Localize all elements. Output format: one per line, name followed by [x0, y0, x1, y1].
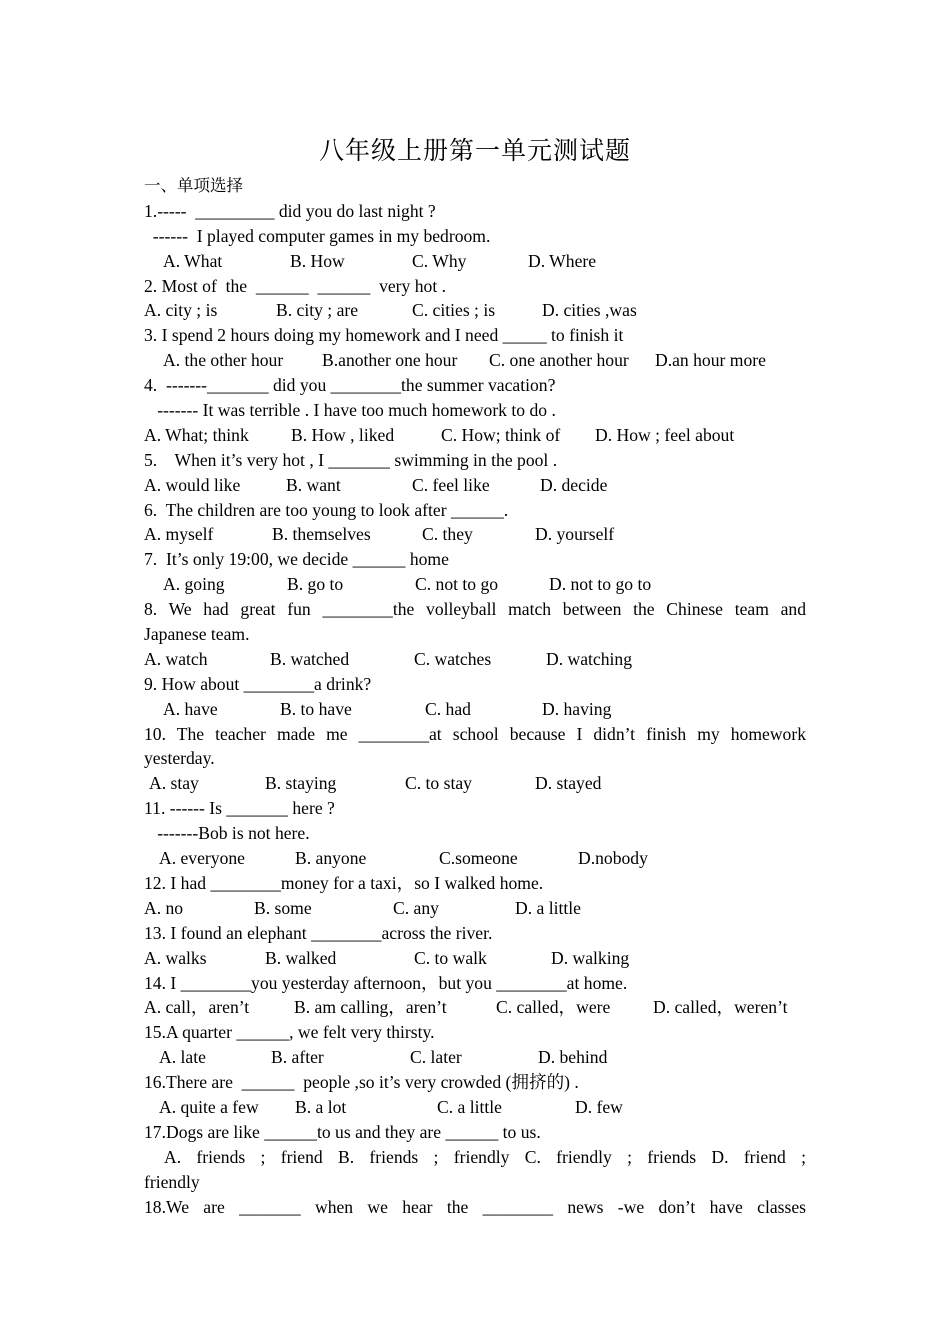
q15-option-b: B. after — [271, 1047, 324, 1068]
q9-option-b: B. to have — [280, 698, 352, 719]
q10-stem: 10. The teacher made me ________at school because I didn’t finish my homework — [144, 723, 806, 744]
q12-option-c: C. any — [393, 897, 439, 918]
q16-option-c: C. a little — [437, 1096, 502, 1117]
q9-options — [144, 697, 806, 722]
q7-option-c: C. not to go — [415, 574, 499, 595]
q7-option-a: A. going — [163, 574, 225, 595]
q14-stem: 14. I ________you yesterday afternoon，but you ________at home. — [144, 972, 628, 993]
q4-option-c: C. How; think of — [441, 424, 561, 445]
q10-option-d: D. stayed — [535, 773, 602, 794]
q3-stem: 3. I spend 2 hours doing my homework and I need _____ to finish it — [144, 325, 624, 346]
q1-option-c: C. Why — [412, 250, 467, 271]
q16-option-d: D. few — [575, 1096, 623, 1117]
q11-option-c: C.someone — [439, 848, 518, 869]
q6-options — [144, 522, 806, 547]
q6-option-a: A. myself — [144, 524, 214, 545]
q2-options — [144, 298, 806, 323]
q13-option-d: D. walking — [551, 947, 630, 968]
q5-stem: 5. When it’s very hot , I _______ swimming in the pool . — [144, 449, 558, 470]
q14-option-d: D. called，weren’t — [653, 997, 788, 1018]
q11-option-b: B. anyone — [295, 848, 367, 869]
q1-options — [144, 249, 806, 274]
q10-option-b: B. staying — [265, 773, 337, 794]
q5-option-c: C. feel like — [412, 474, 490, 495]
q5-option-b: B. want — [286, 474, 341, 495]
q12-option-a: A. no — [144, 897, 184, 918]
q1-option-a: A. What — [163, 250, 223, 271]
q5-options — [144, 473, 806, 498]
q4-option-b: B. How , liked — [291, 424, 395, 445]
q7-options — [144, 572, 806, 597]
q4-stem: 4. -------_______ did you ________the summer vacation? — [144, 375, 556, 396]
q11-options — [144, 846, 806, 871]
q7-option-d: D. not to go to — [549, 574, 652, 595]
q13-option-b: B. walked — [265, 947, 337, 968]
q15-option-c: C. later — [410, 1047, 462, 1068]
q6-stem: 6. The children are too young to look after ______. — [144, 499, 509, 520]
q15-option-d: D. behind — [538, 1047, 608, 1068]
q3-option-a: A. the other hour — [163, 350, 284, 371]
q1-option-d: D. Where — [528, 250, 597, 271]
q14-option-c: C. called，were — [496, 997, 611, 1018]
q13-options — [144, 946, 806, 971]
q9-stem: 9. How about ________a drink? — [144, 673, 372, 694]
q8-options — [144, 647, 806, 672]
q9-option-a: A. have — [163, 698, 218, 719]
q4-option-a: A. What; think — [144, 424, 249, 445]
q14-option-b: B. am calling，aren’t — [294, 997, 447, 1018]
q17-stem: 17.Dogs are like ______to us and they are ______ to us. — [144, 1121, 541, 1142]
q2-stem: 2. Most of the ______ ______ very hot . — [144, 275, 447, 296]
q8-option-d: D. watching — [546, 648, 632, 669]
q17-options: A. friends ; friend B. friends ; friendly C. friendly ; friends D. friend ; — [164, 1146, 806, 1167]
q14-option-a: A. call，aren’t — [144, 997, 250, 1018]
question-list — [144, 174, 806, 1219]
q1-reply: ------ I played computer games in my bedroom. — [144, 225, 491, 246]
q15-stem: 15.A quarter ______, we felt very thirsty. — [144, 1022, 435, 1043]
q9-option-d: D. having — [542, 698, 612, 719]
q3-option-c: C. one another hour — [489, 350, 629, 371]
q8-option-c: C. watches — [414, 648, 492, 669]
q6-option-c: C. they — [422, 524, 473, 545]
q2-option-d: D. cities ,was — [542, 300, 637, 321]
q8-option-b: B. watched — [270, 648, 350, 669]
q3-option-d: D.an hour more — [655, 350, 766, 371]
q17-options-continued: friendly — [144, 1171, 200, 1192]
q10-options — [144, 771, 806, 796]
q1-option-b: B. How — [290, 250, 345, 271]
q5-option-d: D. decide — [540, 474, 608, 495]
q4-reply: ------- It was terrible . I have too much homework to do . — [144, 400, 556, 421]
q8-option-a: A. watch — [144, 648, 208, 669]
q12-options — [144, 896, 806, 921]
q8-stem-continued: Japanese team. — [144, 624, 250, 645]
q16-option-a: A. quite a few — [159, 1096, 259, 1117]
q4-option-d: D. How ; feel about — [595, 424, 735, 445]
q6-option-d: D. yourself — [535, 524, 615, 545]
q14-options — [144, 995, 806, 1020]
q1-stem: 1.----- _________ did you do last night ? — [144, 200, 436, 221]
q11-stem: 11. ------ Is _______ here ? — [144, 798, 335, 819]
q11-reply: -------Bob is not here. — [144, 823, 310, 844]
q10-option-a: A. stay — [149, 773, 199, 794]
q13-stem: 13. I found an elephant ________across the river. — [144, 922, 493, 943]
section-heading: 一、单项选择 — [144, 176, 243, 195]
q15-options — [144, 1045, 806, 1070]
q7-stem: 7. It’s only 19:00, we decide ______ home — [144, 549, 449, 570]
q9-option-c: C. had — [425, 698, 471, 719]
q16-stem: 16.There are ______ people ,so it’s very crowded (拥挤的) . — [144, 1072, 579, 1093]
q16-options — [144, 1095, 806, 1120]
q5-option-a: A. would like — [144, 474, 241, 495]
page-title: 八年级上册第一单元测试题 — [318, 136, 631, 165]
q12-option-b: B. some — [254, 897, 312, 918]
q15-option-a: A. late — [159, 1047, 206, 1068]
q16-option-b: B. a lot — [295, 1096, 347, 1117]
q18-stem: 18.We are _______ when we hear the ________ news -we don’t have classes — [144, 1196, 806, 1217]
q12-option-d: D. a little — [515, 897, 581, 918]
q2-option-c: C. cities ; is — [412, 300, 496, 321]
q11-option-d: D.nobody — [578, 848, 648, 869]
q3-option-b: B.another one hour — [322, 350, 458, 371]
q7-option-b: B. go to — [287, 574, 344, 595]
q6-option-b: B. themselves — [272, 524, 371, 545]
q3-options — [144, 348, 806, 373]
q11-option-a: A. everyone — [159, 848, 245, 869]
q10-stem-continued: yesterday. — [144, 748, 215, 769]
q10-option-c: C. to stay — [405, 773, 472, 794]
q4-options — [144, 423, 806, 448]
q12-stem: 12. I had ________money for a taxi，so I walked home. — [144, 872, 544, 893]
q2-option-a: A. city ; is — [144, 300, 218, 321]
q13-option-c: C. to walk — [414, 947, 487, 968]
q2-option-b: B. city ; are — [276, 300, 359, 321]
q8-stem: 8. We had great fun ________the volleyball match between the Chinese team and — [144, 599, 806, 620]
q13-option-a: A. walks — [144, 947, 207, 968]
